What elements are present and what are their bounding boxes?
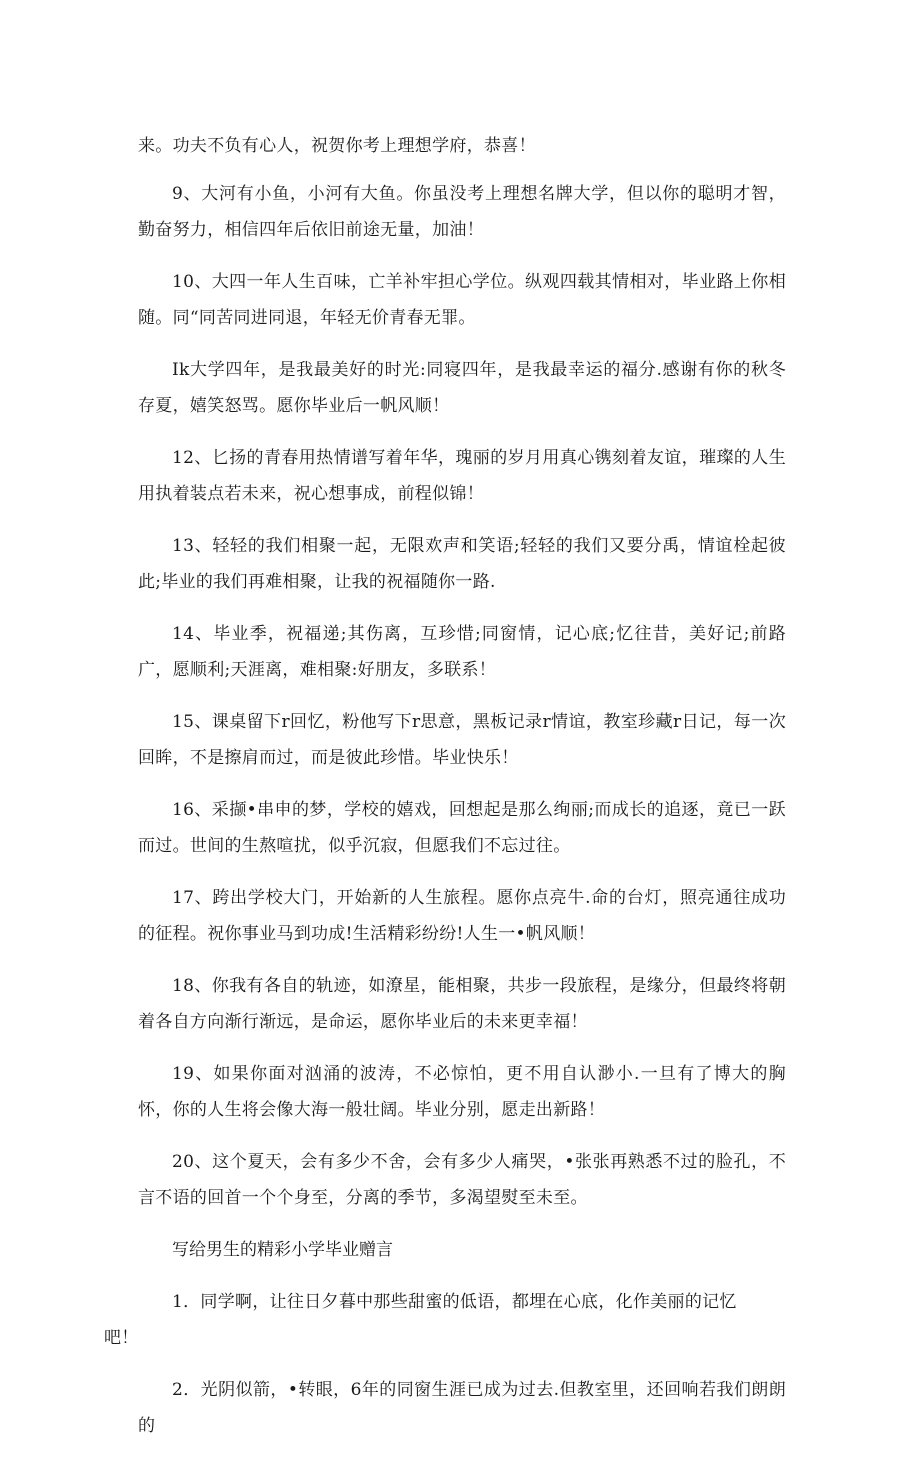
paragraph-item-12: 12、匕扬的青春用热情谱写着年华，瑰丽的岁月用真心镌刻着友谊，璀璨的人生用执着装点若未来，祝心想事成，前程似锦！ <box>138 448 786 504</box>
list-item-2 <box>138 1372 786 1444</box>
paragraph-item-10: 10、大四一年人生百味，亡羊补牢担心学位。纵观四载其情相对，毕业路上你相随。同“同苦同进同退，年轻无价青春无罪。 <box>138 272 786 328</box>
paragraph-item-18: 18、你我有各自的轨迹，如潦星，能相聚，共步一段旅程，是缘分，但最终将朝着各自方向渐行渐远，是命运，愿你毕业后的未来更幸福！ <box>138 976 786 1032</box>
paragraph-item-19: 19、如果你面对汹涌的波涛，不必惊怕，更不用自认渺小.一旦有了博大的胸怀，你的人生将会像大海一般壮阔。毕业分别，愿走出新路！ <box>138 1064 786 1120</box>
document-body <box>104 128 786 1460</box>
paragraph-item-13: 13、轻轻的我们相聚一起，无限欢声和笑语;轻轻的我们又要分禹，情谊栓起彼此;毕业的我们再难相聚，让我的祝福随你一路. <box>138 536 786 592</box>
paragraph-continuation: 来。功夫不负有心人，祝贺你考上理想学府，恭喜！ <box>138 136 536 156</box>
paragraph-item-16: 16、采撷•串申的梦，学校的嬉戏，回想起是那么绚丽;而成长的追逐，竟已一跃而过。世间的生熬喧扰，似乎沉寂，但愿我们不忘过往。 <box>138 800 786 856</box>
paragraph-item-17: 17、跨出学校大门，开始新的人生旅程。愿你点亮牛.命的台灯，照亮通往成功的征程。祝你事业马到功成!生活精彩纷纷!人生一•帆风顺！ <box>138 888 786 944</box>
list-item-1-line1: 1．同学啊，让往日夕暮中那些甜蜜的低语，都埋在心底，化作美丽的记忆 <box>172 1292 737 1312</box>
paragraph-item-14: 14、毕业季，祝福递;其伤离，互珍惜;同窗情，记心底;忆往昔，美好记;前路广，愿顺利;天涯离，难相聚:好朋友，多联系！ <box>138 624 786 680</box>
section-heading: 写给男生的精彩小学毕业赠言 <box>172 1240 393 1260</box>
list-item-1-line2: 吧！ <box>104 1328 139 1348</box>
list-item-2-line1: 2．光阴似箭，•转眼，6年的同窗生涯已成为过去.但教室里，还回响若我们朗朗的 <box>138 1380 786 1436</box>
paragraph-item-20: 20、这个夏天，会有多少不舍，会有多少人痛哭，•张张再熟悉不过的脸孔，不言不语的回首一个个身至，分离的季节，多渴望熨至未至。 <box>138 1152 786 1208</box>
paragraph-item-11: Ik大学四年，是我最美好的时光:同寝四年，是我最幸运的福分.感谢有你的秋冬存夏，嬉笑怒骂。愿你毕业后一帆风顺！ <box>138 360 786 416</box>
list-item-1 <box>104 1284 786 1356</box>
paragraph-item-15: 15、课桌留下r回忆，粉他写下r思意，黑板记录r情谊，教室珍藏r日记，每一次回眸，不是擦肩而过，而是彼此珍惜。毕业快乐！ <box>138 712 786 768</box>
paragraph-item-9: 9、大河有小鱼，小河有大鱼。你虽没考上理想名牌大学，但以你的聪明才智，勤奋努力，相信四年后依旧前途无量，加油！ <box>138 184 786 240</box>
